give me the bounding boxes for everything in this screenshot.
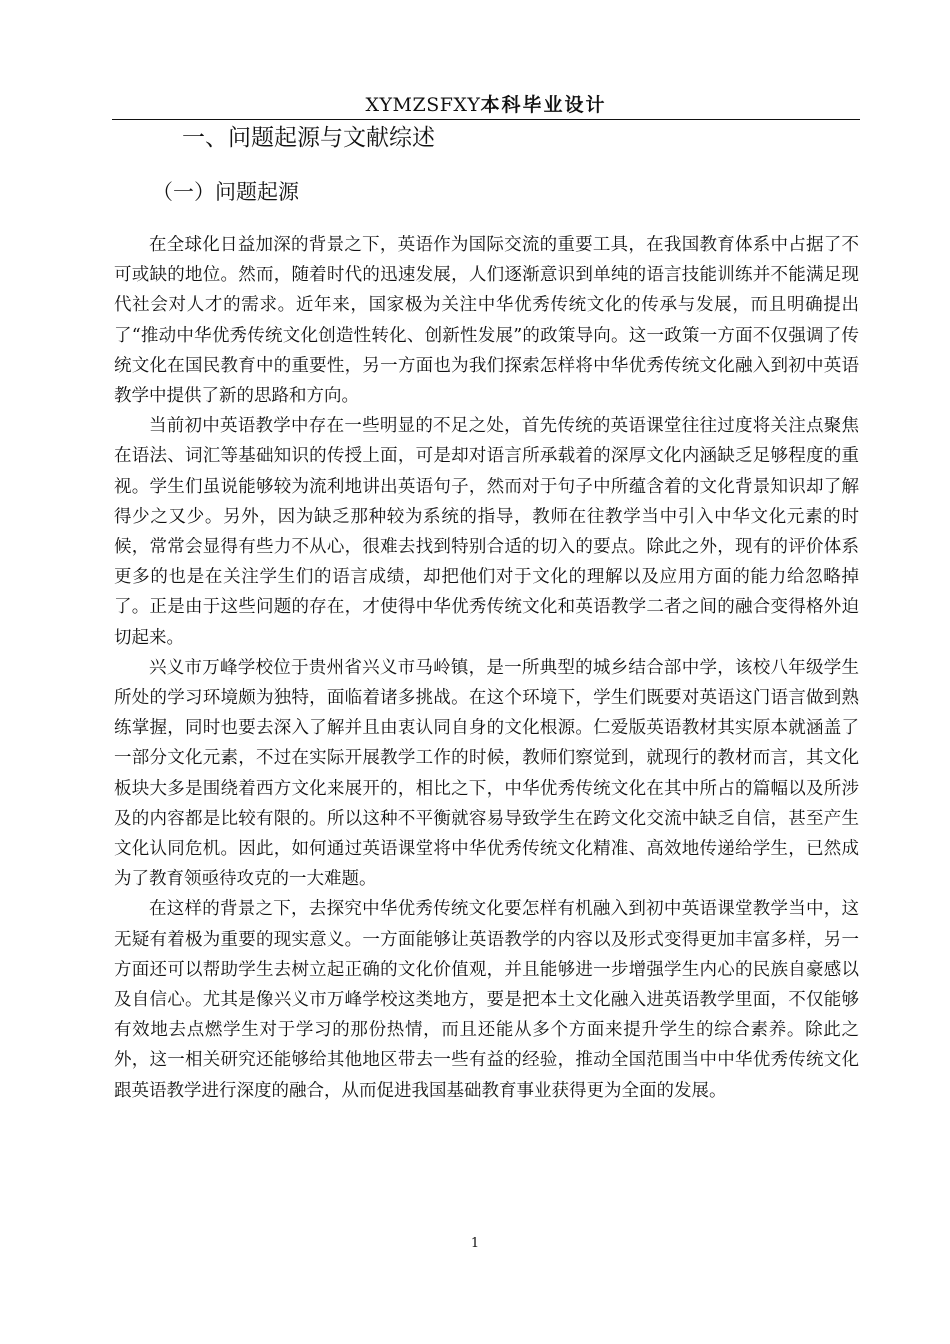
header-rule xyxy=(112,119,860,120)
section-title: 一、问题起源与文献综述 xyxy=(182,125,435,151)
header-title: 本科毕业设计 xyxy=(480,94,607,116)
body-text xyxy=(114,230,859,1106)
paragraph-1: 在全球化日益加深的背景之下，英语作为国际交流的重要工具，在我国教育体系中占据了不可或缺的地位。然而，随着时代的迅速发展，人们逐渐意识到单纯的语言技能训练并不能满足现代社会对人才的需求。近年来，国家极为关注中华优秀传统文化的传承与发展，而且明确提出了“推动中华优秀传统文化创造性转化、创新性发展”的政策导向。这一政策一方面不仅强调了传统文化在国民教育中的重要性，另一方面也为我们探索怎样将中华优秀传统文化融入到初中英语教学中提供了新的思路和方向。 xyxy=(114,235,859,407)
header-abbreviation: XYMZSFXY xyxy=(365,94,481,116)
subsection-title: （一）问题起源 xyxy=(152,180,299,204)
paragraph-3: 兴义市万峰学校位于贵州省兴义市马岭镇，是一所典型的城乡结合部中学，该校八年级学生所处的学习环境颇为独特，面临着诸多挑战。在这个环境下，学生们既要对英语这门语言做到熟练掌握，同时也要去深入了解并且由衷认同自身的文化根源。仁爱版英语教材其实原本就涵盖了一部分文化元素，不过在实际开展教学工作的时候，教师们察觉到，就现行的教材而言，其文化板块大多是围绕着西方文化来展开的，相比之下，中华优秀传统文化在其中所占的篇幅以及所涉及的内容都是比较有限的。所以这种不平衡就容易导致学生在跨文化交流中缺乏自信，甚至产生文化认同危机。因此，如何通过英语课堂将中华优秀传统文化精准、高效地传递给学生，已然成为了教育领亟待攻克的一大难题。 xyxy=(114,657,859,890)
paragraph-4: 在这样的背景之下，去探究中华优秀传统文化要怎样有机融入到初中英语课堂教学当中，这无疑有着极为重要的现实意义。一方面能够让英语教学的内容以及形式变得更加丰富多样，另一方面还可以帮助学生去树立起正确的文化价值观，并且能够进一步增强学生内心的民族自豪感以及自信心。尤其是像兴义市万峰学校这类地方，要是把本土文化融入进英语教学里面，不仅能够有效地去点燃学生对于学习的那份热情，而且还能从多个方面来提升学生的综合素养。除此之外，这一相关研究还能够给其他地区带去一些有益的经验，推动全国范围当中中华优秀传统文化跟英语教学进行深度的融合，从而促进我国基础教育事业获得更为全面的发展。 xyxy=(114,899,859,1101)
paragraph-2: 当前初中英语教学中存在一些明显的不足之处，首先传统的英语课堂往往过度将关注点聚焦在语法、词汇等基础知识的传授上面，可是却对语言所承载着的深厚文化内涵缺乏足够程度的重视。学生们虽说能够较为流利地讲出英语句子，然而对于句子中所蕴含着的文化背景知识却了解得少之又少。另外，因为缺乏那种较为系统的指导，教师在往教学当中引入中华文化元素的时候，常常会显得有些力不从心，很难去找到特别合适的切入的要点。除此之外，现有的评价体系更多的也是在关注学生们的语言成绩，却把他们对于文化的理解以及应用方面的能力给忽略掉了。正是由于这些问题的存在，才使得中华优秀传统文化和英语教学二者之间的融合变得格外迫切起来。 xyxy=(114,416,859,648)
page-number: 1 xyxy=(470,1236,480,1251)
page-header xyxy=(112,92,860,120)
